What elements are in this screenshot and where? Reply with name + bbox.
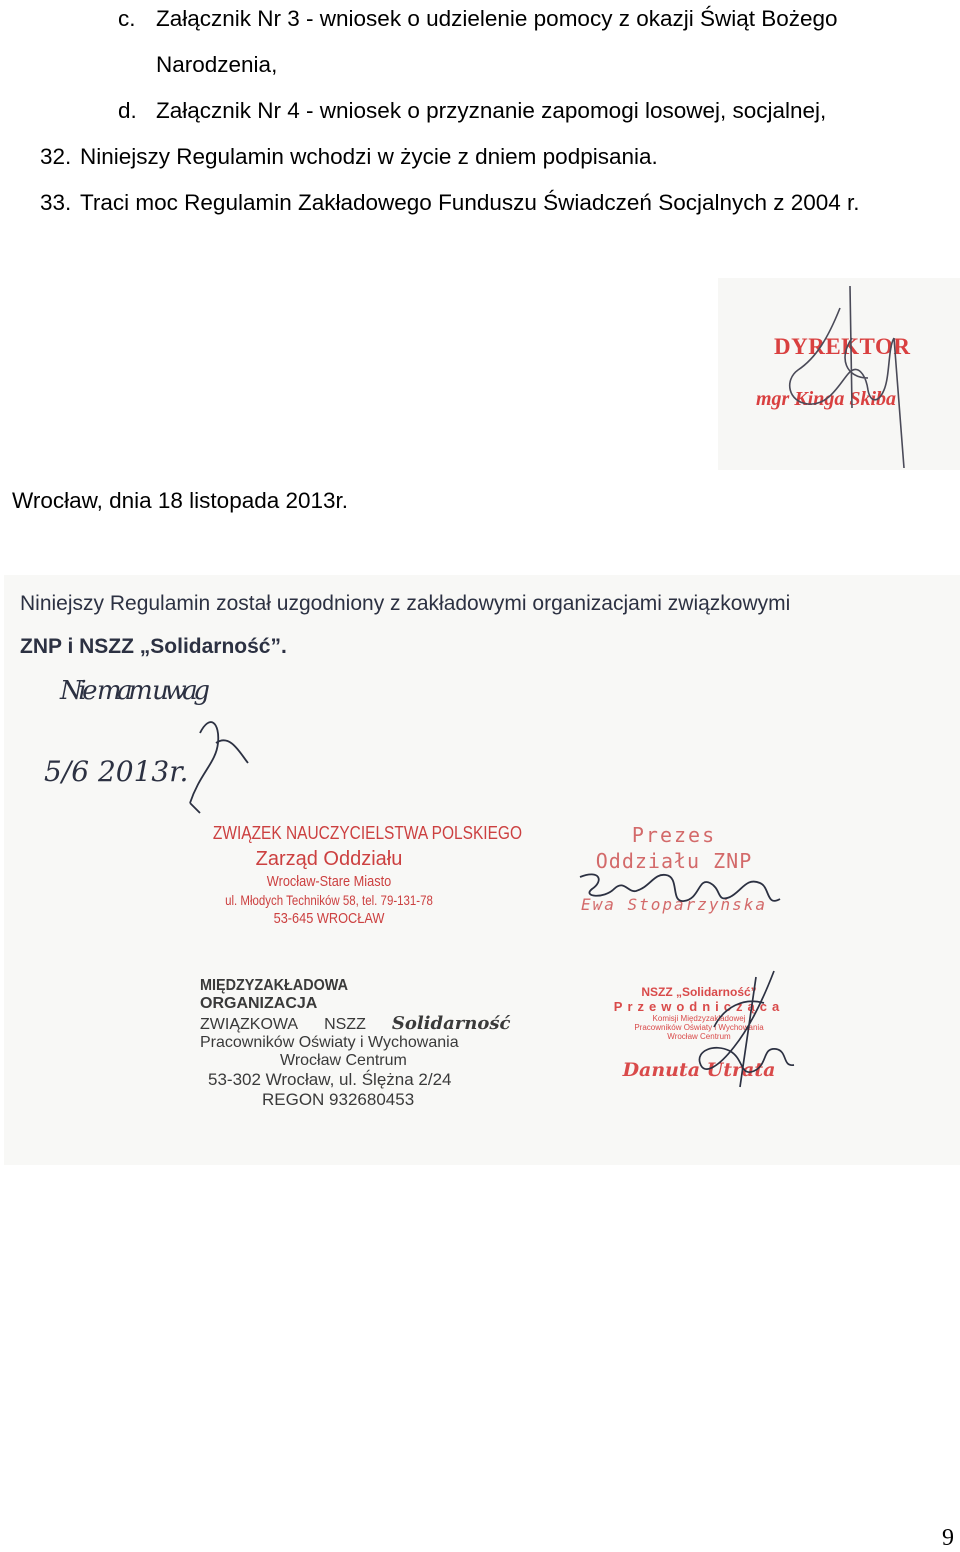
solidarity-stamp-line-4: Pracowników Oświaty i Wychowania bbox=[200, 1034, 459, 1051]
solidarity-stamp-row bbox=[200, 1013, 540, 1034]
solidarity-president-line-4: Pracowników Oświaty i Wychowania bbox=[634, 1023, 764, 1032]
approval-line-1: Niniejszy Regulamin został uzgodniony z zakładowymi organizacjami związkowymi bbox=[20, 592, 791, 615]
znp-president-signature bbox=[570, 863, 790, 923]
list-item-c-continuation: Narodzenia, bbox=[156, 52, 278, 77]
paragraph-32-number: 32. bbox=[40, 144, 72, 169]
solidarity-president-name: Danuta Utrata bbox=[622, 1059, 776, 1081]
handwritten-note bbox=[40, 673, 290, 843]
znp-stamp bbox=[194, 823, 522, 927]
znp-stamp-line-5: 53-645 WROCŁAW bbox=[273, 910, 385, 927]
znp-stamp-line-4: ul. Młodych Techników 58, tel. 79-131-78 bbox=[225, 892, 433, 908]
list-item-d-marker: d. bbox=[118, 98, 137, 123]
page-number: 9 bbox=[942, 1525, 954, 1551]
znp-president-line-1: Prezes bbox=[631, 823, 717, 847]
solidarity-stamp bbox=[200, 977, 540, 1110]
place-date: Wrocław, dnia 18 listopada 2013r. bbox=[12, 488, 349, 513]
solidarity-stamp-line-3: ZWIĄZKOWA bbox=[200, 1016, 299, 1033]
solidarity-stamp-line-2: ORGANIZACJA bbox=[200, 995, 318, 1012]
paragraph-33-text: Traci moc Regulamin Zakładowego Funduszu Świadczeń Socjalnych z 2004 r. bbox=[80, 190, 860, 215]
solidarity-stamp-line-6: 53-302 Wrocław, ul. Ślężna 2/24 bbox=[208, 1070, 452, 1089]
director-stamp bbox=[718, 278, 960, 470]
znp-president-name: Ewa Stoparzyńska bbox=[580, 895, 768, 914]
solidarity-president-line-3: Komisji Międzyzakładowej bbox=[652, 1014, 746, 1023]
director-stamp-name: mgr Kinga Skiba bbox=[756, 388, 897, 410]
list-item-d-text: Załącznik Nr 4 - wniosek o przyznanie zapomogi losowej, socjalnej, bbox=[156, 98, 827, 123]
list-item-c-text: Załącznik Nr 3 - wniosek o udzielenie pomocy z okazji Świąt Bożego bbox=[156, 6, 838, 31]
solidarity-president-line-2: Przewodnicząca bbox=[613, 999, 785, 1014]
solidarity-stamp-line-7: REGON 932680453 bbox=[262, 1090, 415, 1109]
approval-line-2: ZNP i NSZZ „Solidarność”. bbox=[20, 635, 287, 658]
paragraph-33-number: 33. bbox=[40, 190, 72, 215]
director-signature bbox=[718, 278, 960, 470]
solidarity-stamp-nszz: NSZZ bbox=[324, 1016, 366, 1033]
znp-stamp-line-3: Wrocław-Stare Miasto bbox=[266, 873, 392, 890]
znp-stamp-line-1: ZWIĄZEK NAUCZYCIELSTWA POLSKIEGO bbox=[212, 823, 522, 843]
handwritten-note-text: Nie mam uwag bbox=[60, 676, 210, 706]
solidarity-logo: Solidarność bbox=[391, 1013, 511, 1034]
solidarity-president-line-5: Wrocław Centrum bbox=[667, 1032, 731, 1041]
solidarity-president-line-1: NSZZ „Solidarność” bbox=[641, 985, 757, 999]
director-stamp-title: DYREKTOR bbox=[774, 334, 911, 359]
approval-scan bbox=[4, 575, 960, 1165]
znp-president-line-2: Oddziału ZNP bbox=[595, 849, 753, 873]
znp-stamp-line-2: Zarząd Oddziału bbox=[255, 848, 403, 870]
handwritten-date-text: 5/6 2013r. bbox=[44, 755, 189, 788]
solidarity-president-signature bbox=[644, 967, 804, 1097]
solidarity-stamp-line-1: MIĘDZYZAKŁADOWA bbox=[200, 977, 348, 994]
solidarity-stamp-line-5: Wrocław Centrum bbox=[280, 1052, 407, 1069]
paragraph-32-text: Niniejszy Regulamin wchodzi w życie z dniem podpisania. bbox=[80, 144, 658, 169]
list-item-c-marker: c. bbox=[118, 6, 136, 31]
